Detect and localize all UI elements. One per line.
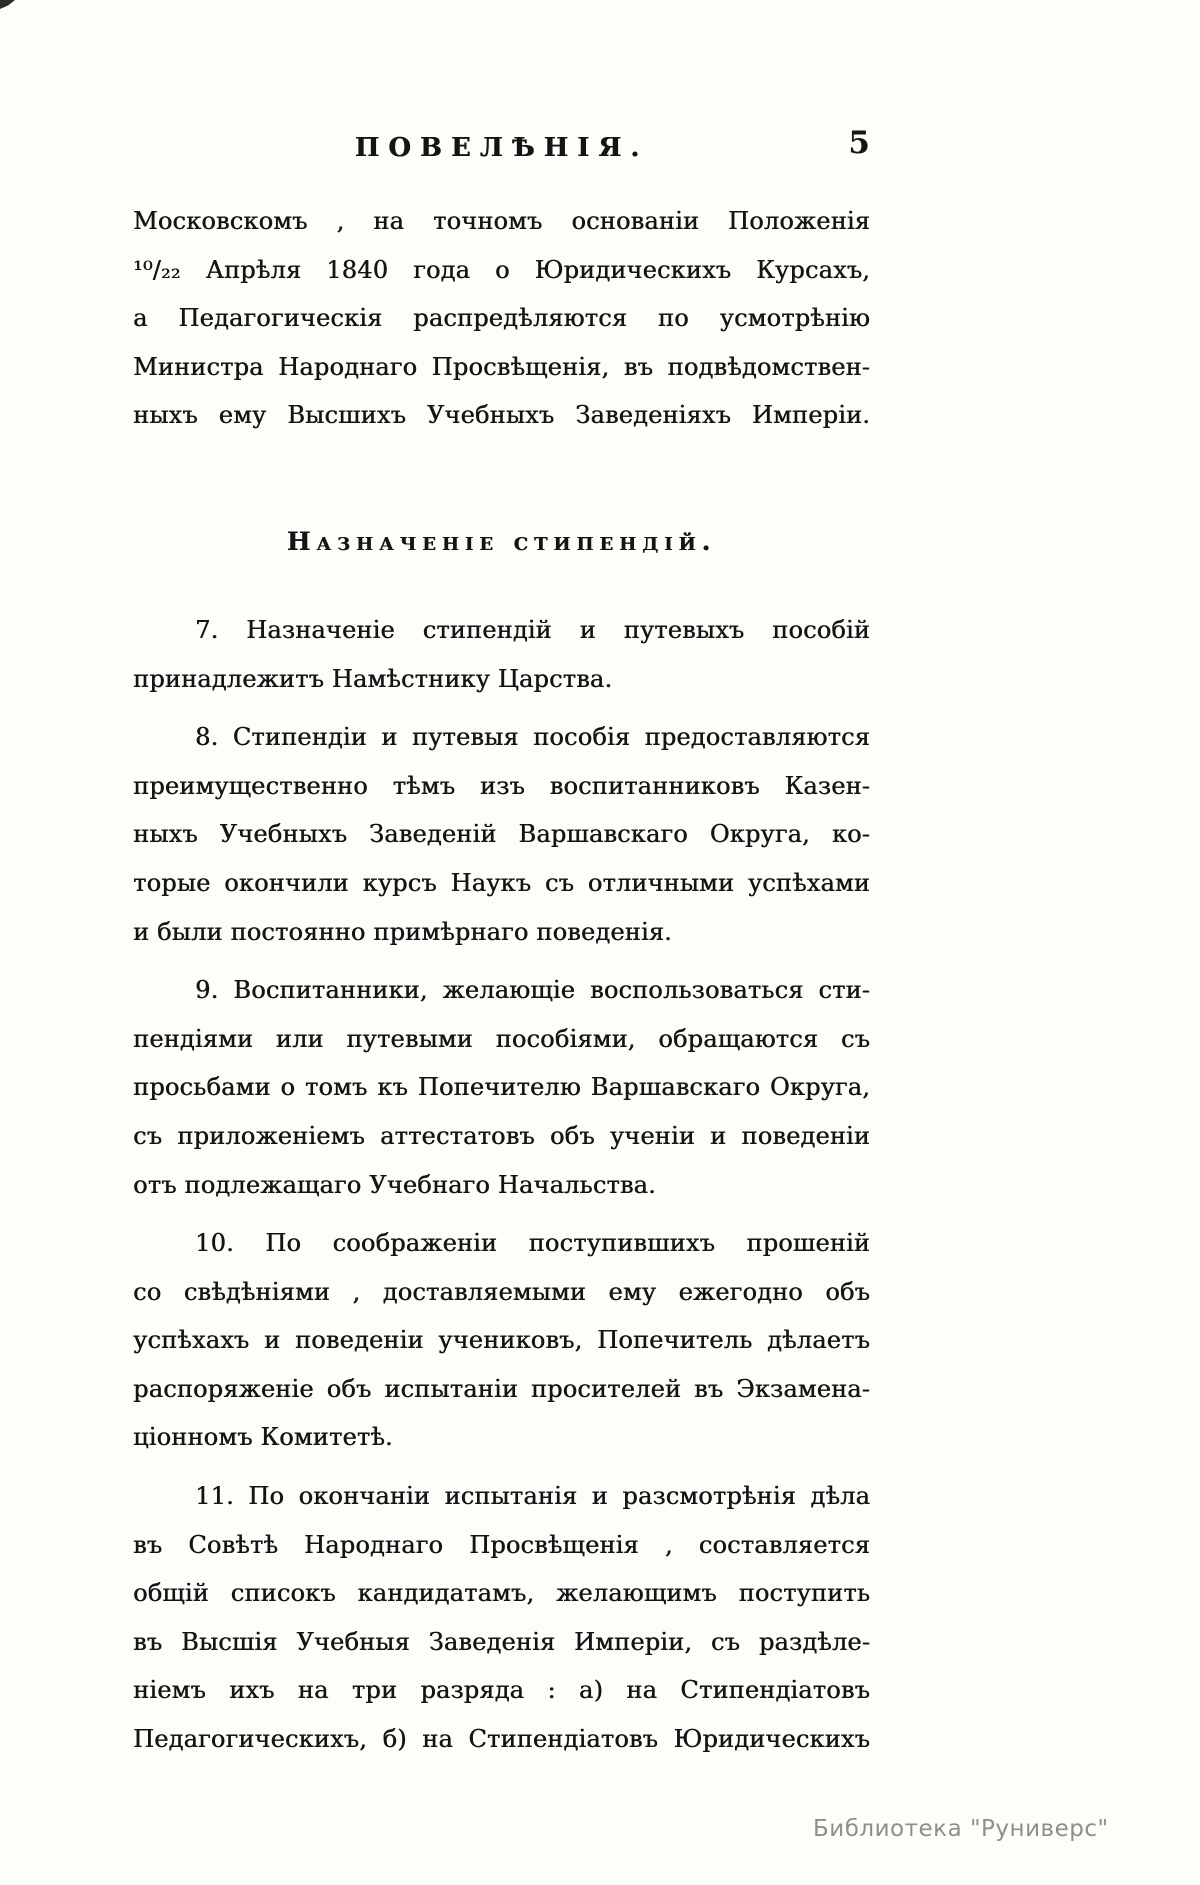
page-body <box>133 197 870 1764</box>
text-line: 11. По окончаніи испытанія и разсмотрѣнія дѣла <box>195 1482 870 1511</box>
text-line: 9. Воспитанники, желающіе воспользоваться сти- <box>195 976 870 1005</box>
article-9 <box>133 966 870 1209</box>
text-line: пендіями или путевыми пособіями, обращаются съ <box>133 1024 870 1053</box>
text-line: ныхъ Учебныхъ Заведеній Варшавскаго Округа, ко- <box>133 820 870 849</box>
text-line: Педагогическихъ, б) на Стипендіатовъ Юридическихъ <box>133 1725 870 1754</box>
text-line: 10. По соображеніи поступившихъ прошеній <box>195 1229 870 1258</box>
text-line: общій списокъ кандидатамъ, желающимъ поступить <box>133 1579 870 1608</box>
text-line: Министра Народнаго Просвѣщенія, въ подвѣдомствен- <box>133 352 870 381</box>
article-8 <box>133 713 870 956</box>
opening-paragraph <box>133 197 870 440</box>
text-line: отъ подлежащаго Учебнаго Начальства. <box>133 1170 656 1199</box>
article-7 <box>133 606 870 703</box>
text-line: ціонномъ Комитетѣ. <box>133 1423 393 1452</box>
text-line: ¹⁰/₂₂ Апрѣля 1840 года о Юридическихъ Курсахъ, <box>133 255 870 284</box>
text-line: со свѣдѣніями , доставляемыми ему ежегодно объ <box>133 1277 870 1306</box>
library-watermark: Библиотека "Руниверс" <box>813 1816 1109 1842</box>
text-line: принадлежитъ Намѣстнику Царства. <box>133 664 613 693</box>
text-line: ныхъ ему Высшихъ Учебныхъ Заведеніяхъ Имперіи. <box>133 401 870 430</box>
text-line: преимущественно тѣмъ изъ воспитанниковъ Казен- <box>133 771 870 800</box>
text-line: 7. Назначеніе стипендій и путевыхъ пособій <box>195 615 870 644</box>
section-heading: Назначеніе стипендій. <box>286 526 717 556</box>
text-line: распоряженіе объ испытаніи просителей въ Экзамена- <box>133 1374 870 1403</box>
text-line: торые окончили курсъ Наукъ съ отличными успѣхами <box>133 868 870 897</box>
scan-corner-artifact <box>0 0 15 9</box>
text-line: просьбами о томъ къ Попечителю Варшавскаго Округа, <box>133 1073 870 1102</box>
text-line: ніемъ ихъ на три разряда : а) на Стипендіатовъ <box>133 1676 870 1705</box>
text-line: въ Совѣтѣ Народнаго Просвѣщенія , составляется <box>133 1530 870 1559</box>
text-line: а Педагогическія распредѣляются по усмотрѣнію <box>133 304 870 333</box>
page-number: 5 <box>848 125 870 161</box>
text-line: успѣхахъ и поведеніи учениковъ, Попечитель дѣлаетъ <box>133 1326 870 1355</box>
article-10 <box>133 1219 870 1462</box>
article-11 <box>133 1472 870 1764</box>
text-line: и были постоянно примѣрнаго поведенія. <box>133 917 672 946</box>
text-line: 8. Стипендіи и путевыя пособія предоставляются <box>195 723 870 752</box>
text-line: Московскомъ , на точномъ основаніи Положенія <box>133 207 870 235</box>
text-line: въ Высшія Учебныя Заведенія Имперіи, съ раздѣле- <box>133 1627 870 1656</box>
running-title: ПОВЕЛѢНІЯ. <box>354 133 649 163</box>
page-header <box>133 125 870 170</box>
text-line: съ приложеніемъ аттестатовъ объ ученіи и поведеніи <box>133 1121 870 1150</box>
